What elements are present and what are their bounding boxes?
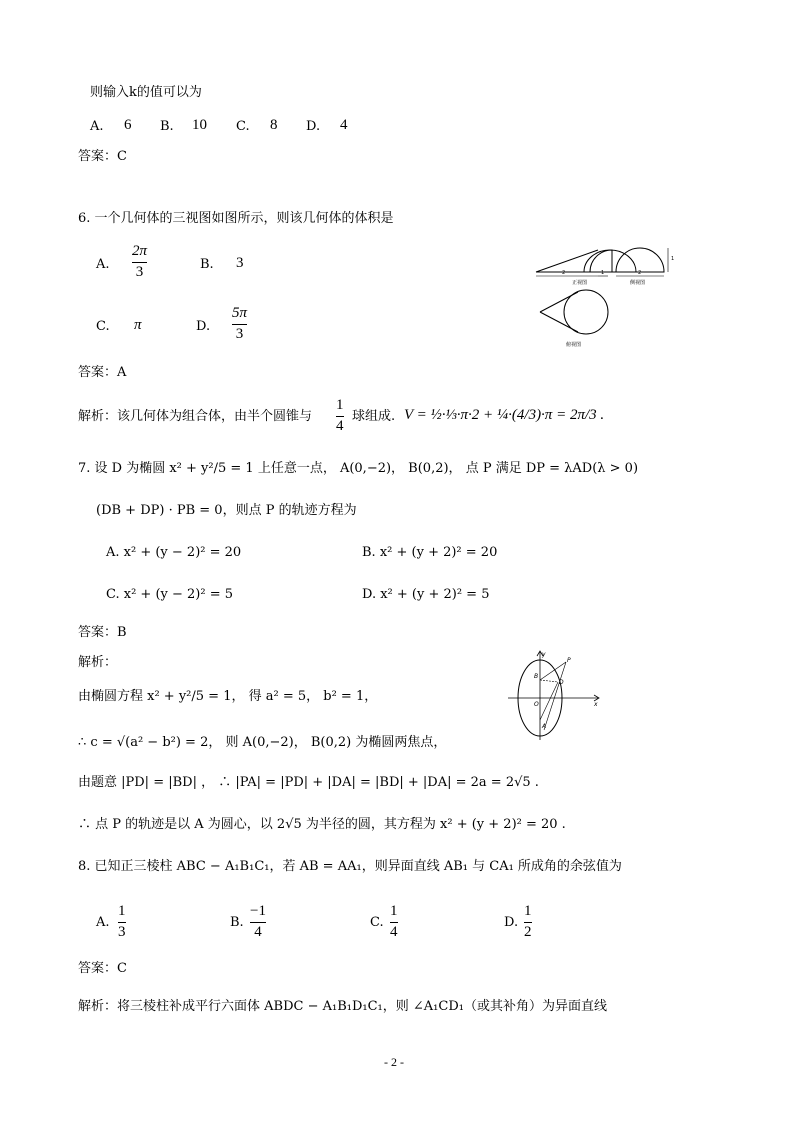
q8-answer: 答案：C [78,961,127,976]
q8-stem: 8. 已知正三棱柱 ABC − A₁B₁C₁，若 AB = AA₁，则异面直线 AB₁ 与 CA₁ 所成角的余弦值为 [78,859,622,874]
q7-answer: 答案：B [78,625,127,640]
q5-option-c-value: 8 [270,117,278,133]
front-view-label: 正视图 [572,280,588,286]
q8-option-a-fraction [118,904,126,941]
q6-option-d-fraction [232,306,247,343]
three-view-figure [532,238,684,356]
q7-analysis-step4: ∴ 点 P 的轨迹是以 A 为圆心，以 2√5 为半径的圆，其方程为 x² + (y + 2)² = 20 . [78,817,566,832]
side-view-label: 侧视图 [630,280,646,286]
q5-option-d-label: D. [306,119,321,134]
side-dim-2: 2 [638,270,642,276]
q8-option-d-fraction [524,904,532,941]
front-view [536,250,636,286]
q8-option-b-label: B. [230,915,244,930]
origin-label: O [534,701,539,708]
q8-option-c-fraction [390,904,398,941]
q6-analysis-numerator: 1 [336,397,344,413]
q7-analysis-step3: 由题意 |PD| = |BD| ， ∴ |PA| = |PD| + |DA| = |BD| + |DA| = 2a = 2√5 . [78,775,539,790]
q6-volume-formula: V = ½·⅓·π·2 + ¼·(4/3)·π = 2π/3 . [404,407,605,423]
q5-stem: 则输入k的值可以为 [90,85,202,100]
q7-analysis-step1: 由椭圆方程 x² + y²/5 = 1， 得 a² = 5， b² = 1， [78,689,378,704]
point-p-label: P [567,657,571,664]
q5-option-b-value: 10 [192,117,207,133]
q8-option-b-numerator: −1 [250,903,266,919]
q8-option-c-denominator: 4 [390,923,398,940]
q7-option-a: A. x² + (y − 2)² = 20 [106,545,242,560]
axis-y-label: y [542,651,546,658]
q5-option-b-label: B. [160,119,174,134]
q6-option-b-value: 3 [236,255,244,271]
q8-option-a-numerator: 1 [118,903,126,919]
q6-option-a-denominator: 3 [135,263,144,280]
q6-option-a-numerator: 2π [132,243,148,259]
page-number: - 2 - [384,1055,404,1069]
q8-option-b-fraction [250,904,266,941]
q6-analysis-denominator: 4 [336,417,344,434]
ellipse-figure [500,648,604,744]
q8-option-c-numerator: 1 [390,903,398,919]
q6-option-c-label: C. [96,319,110,334]
point-b-label: B [534,673,539,680]
q8-analysis: 解析：将三棱柱补成平行六面体 ABDC − A₁B₁D₁C₁，则 ∠A₁CD₁（或其补角）为异面直线 [78,999,607,1014]
q6-stem: 6. 一个几何体的三视图如图所示，则该几何体的体积是 [78,211,394,226]
q6-option-a-label: A. [96,257,110,272]
q6-option-d-numerator: 5π [232,305,248,321]
q5-answer: 答案：C [78,149,127,164]
q6-analysis-suffix: 球组成. [352,409,396,424]
q7-stem-line2: (DB + DP) · PB = 0，则点 P 的轨迹方程为 [96,503,357,518]
q8-option-d-label: D. [504,915,519,930]
q8-option-d-denominator: 2 [524,923,532,940]
q5-option-d-value: 4 [340,117,348,133]
q6-option-a-fraction [132,244,147,281]
q8-option-b-denominator: 4 [254,923,262,940]
q7-analysis-title: 解析： [78,655,118,670]
q5-option-a-value: 6 [124,117,132,133]
q7-analysis-step2: ∴ c = √(a² − b²) = 2， 则 A(0,−2)， B(0,2) 为椭圆两焦点， [78,735,447,750]
top-view [540,290,608,348]
q7-option-d: D. x² + (y + 2)² = 5 [362,587,490,602]
q8-option-a-label: A. [96,915,110,930]
front-dim-2: 2 [562,270,566,276]
q6-option-c-value: π [134,317,142,333]
q5-option-a-label: A. [90,119,104,134]
q5-option-c-label: C. [236,119,250,134]
point-d-label: D [559,679,564,686]
q8-option-d-numerator: 1 [524,903,532,919]
q7-option-b: B. x² + (y + 2)² = 20 [362,545,498,560]
side-dim-1: 1 [671,256,675,262]
axis-x-label: x [594,701,598,708]
q7-option-c: C. x² + (y − 2)² = 5 [106,587,234,602]
q7-stem-line1: 7. 设 D 为椭圆 x² + y²/5 = 1 上任意一点， A(0,−2)， B(0,2)， 点 P 满足 DP = λAD(λ > 0) [78,461,639,476]
top-view-label: 俯视图 [566,342,582,348]
point-a-label: A [542,723,547,730]
side-view [616,248,674,286]
q8-option-a-denominator: 3 [118,923,126,940]
q6-analysis-fraction [336,398,344,435]
q6-option-d-denominator: 3 [235,325,244,342]
q8-option-c-label: C. [370,915,384,930]
q6-option-b-label: B. [200,257,214,272]
q6-analysis-prefix: 解析：该几何体为组合体，由半个圆锥与 [78,409,313,424]
front-dim-1: 1 [601,270,605,276]
q6-answer: 答案：A [78,365,127,380]
q6-option-d-label: D. [196,319,211,334]
